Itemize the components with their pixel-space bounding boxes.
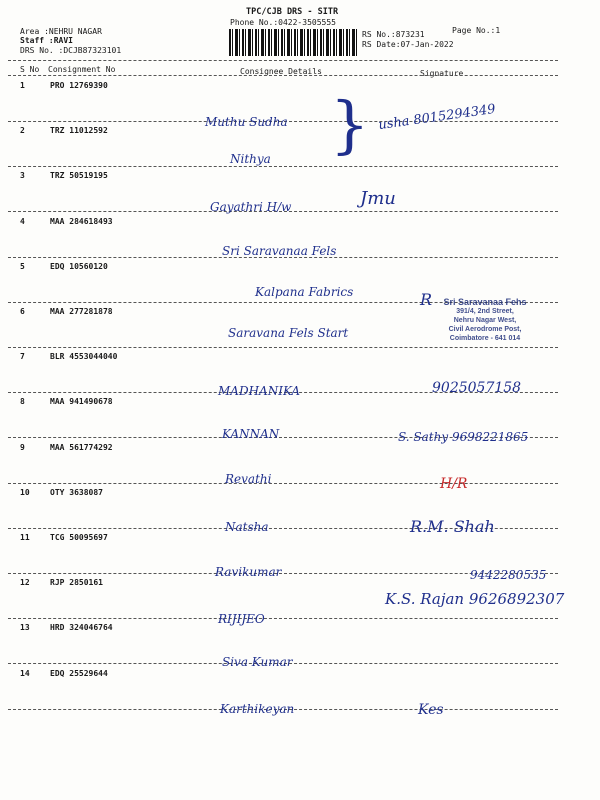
hand-name-13: Siva Kumar bbox=[222, 655, 293, 669]
row-consignment-no: TRZ 50519195 bbox=[50, 171, 108, 180]
stamp-line2: Nehru Nagar West, bbox=[453, 317, 517, 324]
signature-5: R bbox=[420, 290, 433, 309]
document-title: TPC/CJB DRS - SITR bbox=[246, 7, 339, 17]
row-consignment-no: MAA 277281878 bbox=[50, 307, 113, 316]
row-separator bbox=[8, 166, 558, 167]
row-consignment-no: MAA 284618493 bbox=[50, 217, 113, 226]
signature-9: H/R bbox=[440, 476, 468, 492]
row-sno: 10 bbox=[20, 488, 30, 497]
brace-mark: } bbox=[330, 88, 370, 161]
row-consignment-no: RJP 2850161 bbox=[50, 578, 103, 587]
row-sno: 4 bbox=[20, 217, 25, 226]
row-sno: 1 bbox=[20, 81, 25, 90]
row-consignment-no: MAA 561774292 bbox=[50, 443, 113, 452]
signature-11: 9442280535 bbox=[470, 568, 547, 582]
signature-7: 9025057158 bbox=[432, 380, 522, 396]
hand-name-5: Kalpana Fabrics bbox=[255, 285, 354, 299]
row-consignment-no: TCG 50095697 bbox=[50, 533, 108, 542]
row-separator bbox=[8, 618, 558, 619]
stamp-line4: Coimbatore - 641 014 bbox=[449, 335, 521, 342]
row-sno: 14 bbox=[20, 669, 30, 678]
signature-12: K.S. Rajan 9626892307 bbox=[385, 590, 565, 608]
staff-label: Staff :RAVI bbox=[20, 36, 73, 45]
row-sno: 6 bbox=[20, 307, 25, 316]
area-label: Area :NEHRU NAGAR bbox=[20, 27, 102, 36]
phone-number: Phone No.:0422-3505555 bbox=[230, 18, 336, 27]
row-consignment-no: HRD 324046764 bbox=[50, 623, 113, 632]
hand-name-2: Nithya bbox=[230, 152, 271, 166]
row-sno: 2 bbox=[20, 126, 25, 135]
page-number: Page No.:1 bbox=[452, 26, 501, 35]
col-consignment: Consignment No bbox=[48, 65, 116, 74]
hand-name-11: Ravikumar bbox=[215, 565, 282, 579]
hand-name-10: Natsha bbox=[225, 520, 269, 534]
row-sno: 11 bbox=[20, 533, 30, 542]
row-sno: 7 bbox=[20, 352, 25, 361]
row-sno: 5 bbox=[20, 262, 25, 271]
signature-1: usha 8015294349 bbox=[377, 101, 497, 134]
row-sno: 9 bbox=[20, 443, 25, 452]
stamp-name: Sri Saravanaa Fehs bbox=[443, 297, 527, 307]
row-sno: 12 bbox=[20, 578, 30, 587]
rs-number: RS No.:873231 bbox=[362, 30, 425, 39]
company-stamp bbox=[410, 298, 560, 343]
hand-name-14: Karthikeyan bbox=[220, 702, 295, 716]
col-signature: Signature bbox=[420, 69, 464, 78]
hand-name-7: MADHANIKA bbox=[218, 384, 301, 398]
row-consignment-no: MAA 941490678 bbox=[50, 397, 113, 406]
row-sno: 13 bbox=[20, 623, 30, 632]
hand-name-9: Revathi bbox=[225, 472, 272, 486]
hand-name-6: Saravana Fels Start bbox=[228, 326, 349, 340]
signature-3: Jmu bbox=[360, 188, 396, 209]
rs-date: RS Date:07-Jan-2022 bbox=[362, 40, 454, 49]
hand-name-4: Sri Saravanaa Fels bbox=[222, 244, 337, 258]
hand-name-12: RIJIJEO bbox=[218, 612, 265, 626]
header-rule-bottom bbox=[8, 75, 558, 76]
col-consignee: Consignee Details bbox=[240, 67, 322, 76]
row-consignment-no: EDQ 25529644 bbox=[50, 669, 108, 678]
signature-8: S. Sathy 9698221865 bbox=[398, 430, 529, 444]
row-sno: 8 bbox=[20, 397, 25, 406]
row-consignment-no: PRO 12769390 bbox=[50, 81, 108, 90]
col-sno: S No bbox=[20, 65, 40, 74]
row-consignment-no: TRZ 11012592 bbox=[50, 126, 108, 135]
hand-name-3: Gayathri H/w bbox=[210, 200, 292, 214]
signature-14: Kes bbox=[418, 702, 444, 718]
row-consignment-no: BLR 4553044040 bbox=[50, 352, 118, 361]
barcode bbox=[229, 29, 357, 56]
stamp-line3: Civil Aerodrome Post, bbox=[448, 326, 522, 333]
row-consignment-no: OTY 3638087 bbox=[50, 488, 103, 497]
signature-10: R.M. Shah bbox=[410, 517, 495, 536]
row-separator bbox=[8, 483, 558, 484]
stamp-line1: 391/4, 2nd Street, bbox=[456, 308, 514, 315]
drs-number: DRS No. :DCJB87323101 bbox=[20, 46, 122, 55]
header-rule-top bbox=[8, 60, 558, 61]
row-separator bbox=[8, 347, 558, 348]
hand-name-1: Muthu Sudha bbox=[205, 115, 288, 129]
hand-name-8: KANNAN bbox=[222, 427, 280, 441]
row-sno: 3 bbox=[20, 171, 25, 180]
row-consignment-no: EDQ 10560120 bbox=[50, 262, 108, 271]
